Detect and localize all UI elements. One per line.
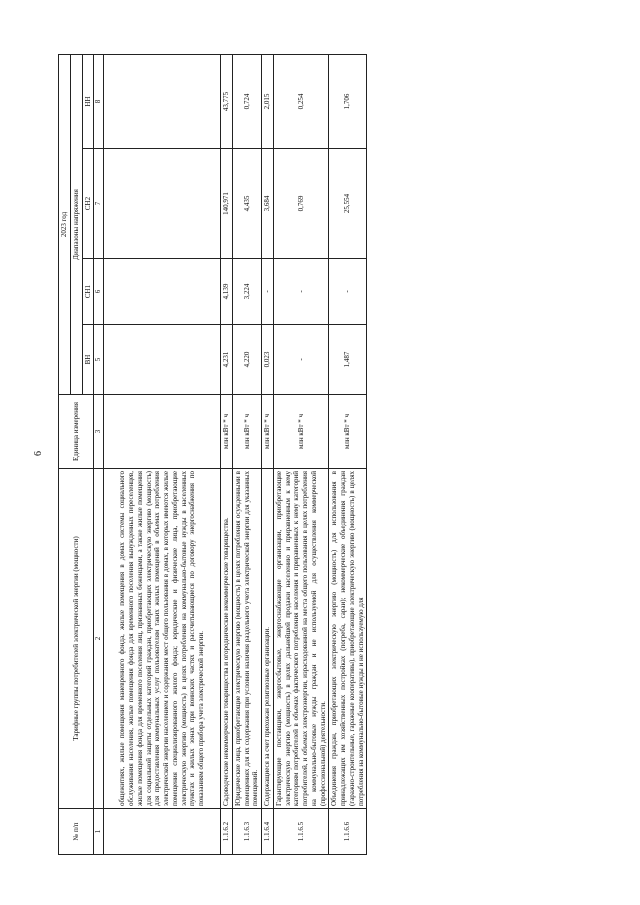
row-unit: млн кВт * ч <box>273 395 329 469</box>
row-number: 1.1.6.6 <box>329 809 367 855</box>
header-unit: Единица измерения <box>59 395 94 469</box>
value-sn2: 4,435 <box>232 149 261 259</box>
row-number: 1.1.6.3 <box>232 809 261 855</box>
header-ranges: Диапазоны напряжения <box>70 55 82 395</box>
table-row <box>232 55 261 855</box>
row-number: 1.1.6.2 <box>221 809 233 855</box>
row-description: Юридические лица, приобретающие электрическую энергию (мощность) в целях потребления осужденными в помещениях для их содержания при условии наличия раздельного учета электрической энергии для указанных помещений. <box>232 469 261 809</box>
row-number: 1.1.6.4 <box>262 809 274 855</box>
index-cell: 8 <box>94 55 104 149</box>
table-row <box>262 55 274 855</box>
value-vn: 4,231 <box>221 325 233 395</box>
row-number <box>104 809 221 855</box>
index-cell: 1 <box>94 809 104 855</box>
row-number: 1.1.6.5 <box>273 809 329 855</box>
index-cell: 6 <box>94 259 104 325</box>
value-sn2: 140,971 <box>221 149 233 259</box>
tariff-table-rotated <box>58 55 618 855</box>
table-row <box>273 55 329 855</box>
row-description: Содержащиеся за счет прихожан религиозные организации. <box>262 469 274 809</box>
table-row <box>329 55 367 855</box>
row-unit: млн кВт * ч <box>221 395 233 469</box>
value-sn1: - <box>329 259 367 325</box>
header-sn1: СН1 <box>82 259 94 325</box>
value-nn: 2,015 <box>262 55 274 149</box>
row-description: Садоводческие некоммерческие товарищества и огороднические некоммерческие товарищества. <box>221 469 233 809</box>
value-sn2 <box>104 149 221 259</box>
value-sn2: 0,769 <box>273 149 329 259</box>
header-year: 2023 год <box>59 55 71 395</box>
value-vn: 0,023 <box>262 325 274 395</box>
value-sn1: 4,139 <box>221 259 233 325</box>
value-sn1 <box>104 259 221 325</box>
value-nn <box>104 55 221 149</box>
tariff-table <box>58 54 367 855</box>
value-nn: 0,254 <box>273 55 329 149</box>
row-description: общежитиях, жилые помещения маневренного фонда, жилые помещения в домах системы социального обслуживания населения, жилые помещения фонда для временного поселения вынужденных переселенцев, жилые помещения фонда для временного поселения лиц, признанных беженцами, а также жилые помещения для социальной защиты отдельных категорий граждан, приобретающих электрическую энергию (мощность) для предоставления коммунальных услуг пользователям таких жилых помещений в объемах потребления электрической энергии населением и содержания мест общего пользования в домах, в которых имеются жилые помещения специализированного жилого фонда; юридические и физические лица, приобретающие электрическую энергию (мощность) в целях потребления на коммунально-бытовые нужды в населенных пунктах и жилых зонах при воинских частях и рассчитывающиеся по договору энергоснабжения по показаниям общего прибора учета электрической энергии. <box>104 469 221 809</box>
value-sn2: 3,684 <box>262 149 274 259</box>
value-sn2: 25,554 <box>329 149 367 259</box>
index-row <box>94 55 104 855</box>
row-description: Гарантирующие поставщики, энергосбытовые, энергоснабжающие организации, приобретающие электрическую энергию (мощность) в целях дальнейшей продажи населению и приравненным к нему категориям потребителей в объемах фактического потребления населения и приравненных к нему категорий потребителей, и объемах электроэнергии, израсходованной на места общего пользования в целях потребления на коммунально-бытовые нужды граждан и не используемой для осуществления коммерческой (профессиональной) деятельности. <box>273 469 329 809</box>
header-vn: ВН <box>82 325 94 395</box>
header-nn: НН <box>82 55 94 149</box>
row-unit <box>104 395 221 469</box>
row-unit: млн кВт * ч <box>329 395 367 469</box>
value-sn1: 3,224 <box>232 259 261 325</box>
value-nn: 43,775 <box>221 55 233 149</box>
index-cell: 7 <box>94 149 104 259</box>
value-vn: 1,487 <box>329 325 367 395</box>
value-sn1: - <box>262 259 274 325</box>
index-cell: 5 <box>94 325 104 395</box>
value-sn1: - <box>273 259 329 325</box>
index-cell: 2 <box>94 469 104 809</box>
page-number: 6 <box>33 451 44 456</box>
header-group: Тарифные группы потребителей электрической энергии (мощности) <box>59 469 94 809</box>
value-vn: 4,220 <box>232 325 261 395</box>
header-sn2: СН2 <box>82 149 94 259</box>
value-vn <box>104 325 221 395</box>
table-row <box>221 55 233 855</box>
row-unit: млн кВт * ч <box>232 395 261 469</box>
value-nn: 0,724 <box>232 55 261 149</box>
table-row <box>104 55 221 855</box>
value-nn: 1,706 <box>329 55 367 149</box>
index-cell: 3 <box>94 395 104 469</box>
row-unit: млн кВт * ч <box>262 395 274 469</box>
row-description: Объединения граждан, приобретающих электрическую энергию (мощность) для использования в принадлежащих им хозяйственных постройках (погреба, сараи); некоммерческие объединения граждан (гаражно-строительные, гаражные кооперативы), приобретающие электрическую энергию (мощность) в целях потребления на коммунально-бытовые нужды и не используемую для <box>329 469 367 809</box>
value-vn: - <box>273 325 329 395</box>
header-num: № п/п <box>59 809 94 855</box>
